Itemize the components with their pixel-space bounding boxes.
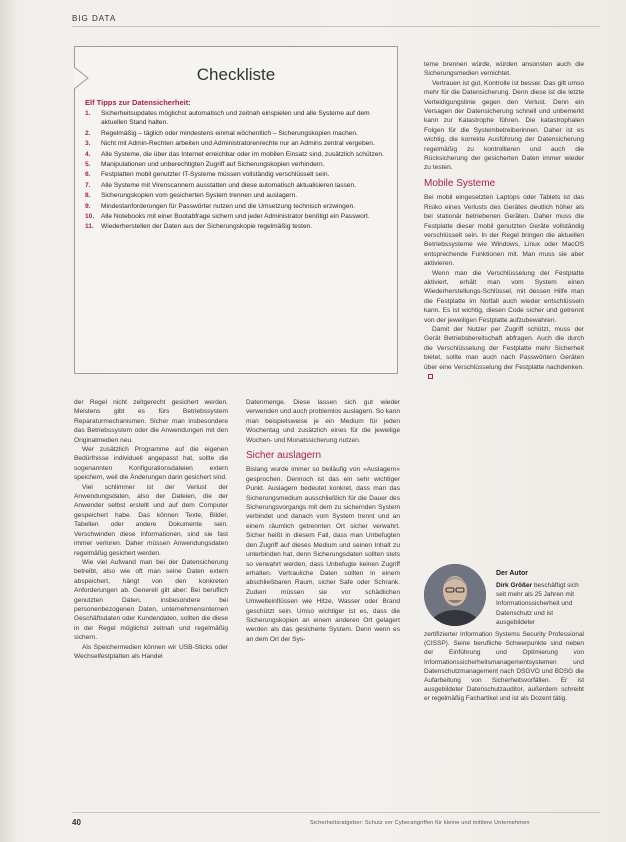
- checklist-box: [74, 46, 398, 374]
- checklist-subtitle: Elf Tipps zur Datensicherheit:: [85, 98, 191, 107]
- right-column: [424, 60, 584, 381]
- paragraph: Damit der Nutzer per Zugriff schützt, muss der Gerät Betriebsbereitschaft abfragen. Auch die durch die Verschlüsselung der Festplatte mehr Sicherheit bietet, sollte man auch nach Passwörtern Geräten über eine Verschlüsselung der Festplatte nachdenken.: [424, 325, 584, 381]
- list-item: 11. Wiederherstellen der Daten aus der Sicherungskopie regelmäßig testen.: [85, 223, 313, 231]
- footer-text: Sicherheitsratgeber: Schutz vor Cyberangriffen für kleine und mittlere Unternehmen: [310, 820, 530, 826]
- section-label: BIG DATA: [72, 14, 117, 23]
- subheading: Sicher auslagern: [246, 450, 322, 462]
- checklist-title: Checkliste: [196, 65, 276, 84]
- paragraph: Wie viel Aufwand man bei der Datensicherung betreibt, also wie oft man seine Daten extern abspeichert, hängt von den konkreten Anforderungen ab. Generell gilt aber: Bei beruflich genutzten Daten, insbesondere bei personenbezogenen Daten, unternehmensinternen Geschäftsdaten oder Kundendaten, sollten die diese in der Regel möglichst zeitnah und regelmäßig sichern.: [74, 558, 228, 642]
- middle-column: [246, 398, 400, 644]
- paragraph: Viel schlimmer ist der Verlust der Anwendungsdaten, also der Dateien, die der Anwender selbst erstellt und auf dem Computer gespeichert habe. Das können Texte, Bilder, Tabellen oder andere Dokumente sein. Verschwinden diese Informationen, sind sie fast immer verloren. Daher müssen Anwendungsdaten regelmäßig gesichert werden.: [74, 483, 228, 557]
- paragraph: Als Speichermedien können wir USB-Sticks oder Wechselfestplatten als Handel: [74, 643, 228, 660]
- page-number: 40: [72, 818, 81, 827]
- paragraph: Wer zusätzlich Programme auf die eigenen Bedürfnisse individuell angepasst hat, sollte die sogenannten Konfigurationsdateien extern speichern, weil die Änderungen darin gesichert sind.: [74, 446, 228, 482]
- paragraph: Bislang wurde immer so beiläufig von »Auslagern« gesprochen. Dennoch ist das ein sehr wichtiger Punkt. Auslagern bedeutet konkret, dass man das Sicherungsmedium ausschließlich für die Dauer des Sicherungsvorgangs mit dem zu sichernden System verbindet und danach vom System trennt und an einem räumlich getrennten Ort sicher verwahrt. Sicher heißt in diesem Fall, dass man Unbefugten den Zugriff auf dieses Medium und seinen Inhalt zu unterbinden hat, denn Sicherungsdaten sollten stets so verwahrt werden, dass Unbefugte keinen Zugriff erhalten. Vertrauliche Daten sollten in einem abschließbaren Raum, sicher Safe oder Schrank. Zudem müssen sie vor schädlichen Umwelteinflüssen wie Hitze, Wasser oder Brand geschützt sein. Umso wichtiger ist es, dass die Sicherungskopien an einem anderen Ort gelagert werden als das gesicherte System. Denn wenn es an dem Ort der Sys-: [246, 466, 400, 643]
- author-name: Dirk Größer: [496, 582, 533, 589]
- author-photo: [424, 564, 486, 626]
- left-column: [74, 398, 228, 661]
- list-item: 4. Alle Systeme, die über das Internet erreichbar oder im mobilen Einsatz sind, zusätzlich schützen.: [85, 150, 384, 158]
- list-item: 7. Alle Systeme mit Virenscannern ausstatten und diese automatisch aktualisieren lassen.: [85, 181, 356, 189]
- subheading: Mobile Systeme: [424, 177, 496, 189]
- paragraph: Bei mobil eingesetzten Laptops oder Tablets ist das Risiko eines Verlusts des Gerätes deutlich höher als bei stationär betriebenen Geräten. Daher muss die Festplatte dieser mobil genutzten Geräte vollständig verschlüsselt sein. In der Regel bringen die aktuellen Betriebssysteme wie Windows, Linux oder MacOS entsprechende Funktionen mit. Man muss sie aber aktivieren.: [424, 194, 584, 268]
- list-item: 9. Mindestanforderungen für Passwörter nutzen und die Umsetzung technisch erzwingen.: [85, 202, 356, 210]
- end-mark-icon: [428, 374, 433, 379]
- list-item: 2. Regelmäßig – täglich oder mindestens einmal wöchentlich – Sicherungskopien machen.: [85, 129, 358, 137]
- person-icon: [424, 564, 486, 626]
- author-bio-continued: zertifizierter Information Systems Security Professional (CISSP). Seine berufliche Schwerpunkte sind neben der Einführung und Optimierung von Informationssicherheitsmanagementsystemen und Datenschutzmanagement nach DSGVO und BDSG die Aufarbeitung von Sicherheitsvorfällen. Er ist ausgebildeter Datenschutzauditor, außerdem schreibt er regelmäßig Fachartikel und ist als Dozent tätig.: [424, 631, 584, 703]
- tips-list: [85, 109, 385, 233]
- list-item: 8. Sicherungskopien vom gesicherten System trennen und auslagern.: [85, 192, 298, 200]
- author-bio: Dirk Größer beschäftigt sich seit mehr als 25 Jahren mit Informationssicherheit und Datenschutz und ist ausgebildeter: [496, 582, 579, 626]
- bottom-rule: [72, 812, 600, 813]
- list-item: 5. Manipulationen und unberechtigten Zugriff auf Sicherungskopien verhindern.: [85, 161, 325, 169]
- paragraph: teme brennen würde, würden ansonsten auch die Sicherungsmedien vernichtet.: [424, 61, 584, 78]
- paragraph: Wenn man die Verschlüsselung der Festplatte aktiviert, erhält man vom System einen Wiederherstellungs-Schlüssel, mit dessen Hilfe man die Festplatte im Notfall auch wieder entschlüsseln kann. Es ist wichtig, diesen Code sicher und getrennt von der jeweiligen Festplatte aufzubewahren.: [424, 269, 584, 324]
- list-item: 1. Sicherheitsupdates möglichst automatisch und zeitnah einspielen und alle Systeme auf dem aktuellen Stand halten.: [85, 110, 370, 127]
- author-heading: Der Autor: [496, 570, 529, 577]
- list-item: 6. Festplatten mobil genutzter IT-Systeme müssen vollständig verschlüsselt sein.: [85, 171, 330, 179]
- list-item: 3. Nicht mit Admin-Rechten arbeiten und Administratorenrechte nur an Admins zentral vergeben.: [85, 140, 375, 148]
- list-item: 10. Alle Notebooks mit einer Bootabfrage sichern und jeder Administrator benötigt ein Passwort.: [85, 213, 370, 221]
- paragraph: der Regel nicht zeitgerecht gesichert werden. Meistens gibt es fürs Betriebssystem Reparaturmechanismen. Sicher man insbesondere das Betriebssystem oder die Anwendungen mit den Originalmedien neu.: [74, 399, 228, 444]
- paragraph: Vertrauen ist gut, Kontrolle ist besser. Das gilt umso mehr für die Datensicherung. Denn diese ist die letzte Verteidigungslinie gegen den Verlust. Denn ein Versagen der Datensicherung schnell und unbemerkt kann zur Katastrophe führen. Die katastrophalen Folgen für die Systembetreiberinnen. Daher ist es wichtig, die korrekte Ausführung der Datensicherung regelmäßig zu kontrollieren und auch die Rücksicherung der gesicherten Daten immer wieder zu testen.: [424, 79, 584, 172]
- top-rule: [72, 26, 600, 27]
- paragraph: Datenmenge. Diese lassen sich gut wieder verwenden und auch problemlos auslagern. So kann man beispielsweise je ein Medium für jeden Wochentag und zusätzlich eines für die jeweilige Wochen- und Monatssicherung nutzen.: [246, 399, 400, 444]
